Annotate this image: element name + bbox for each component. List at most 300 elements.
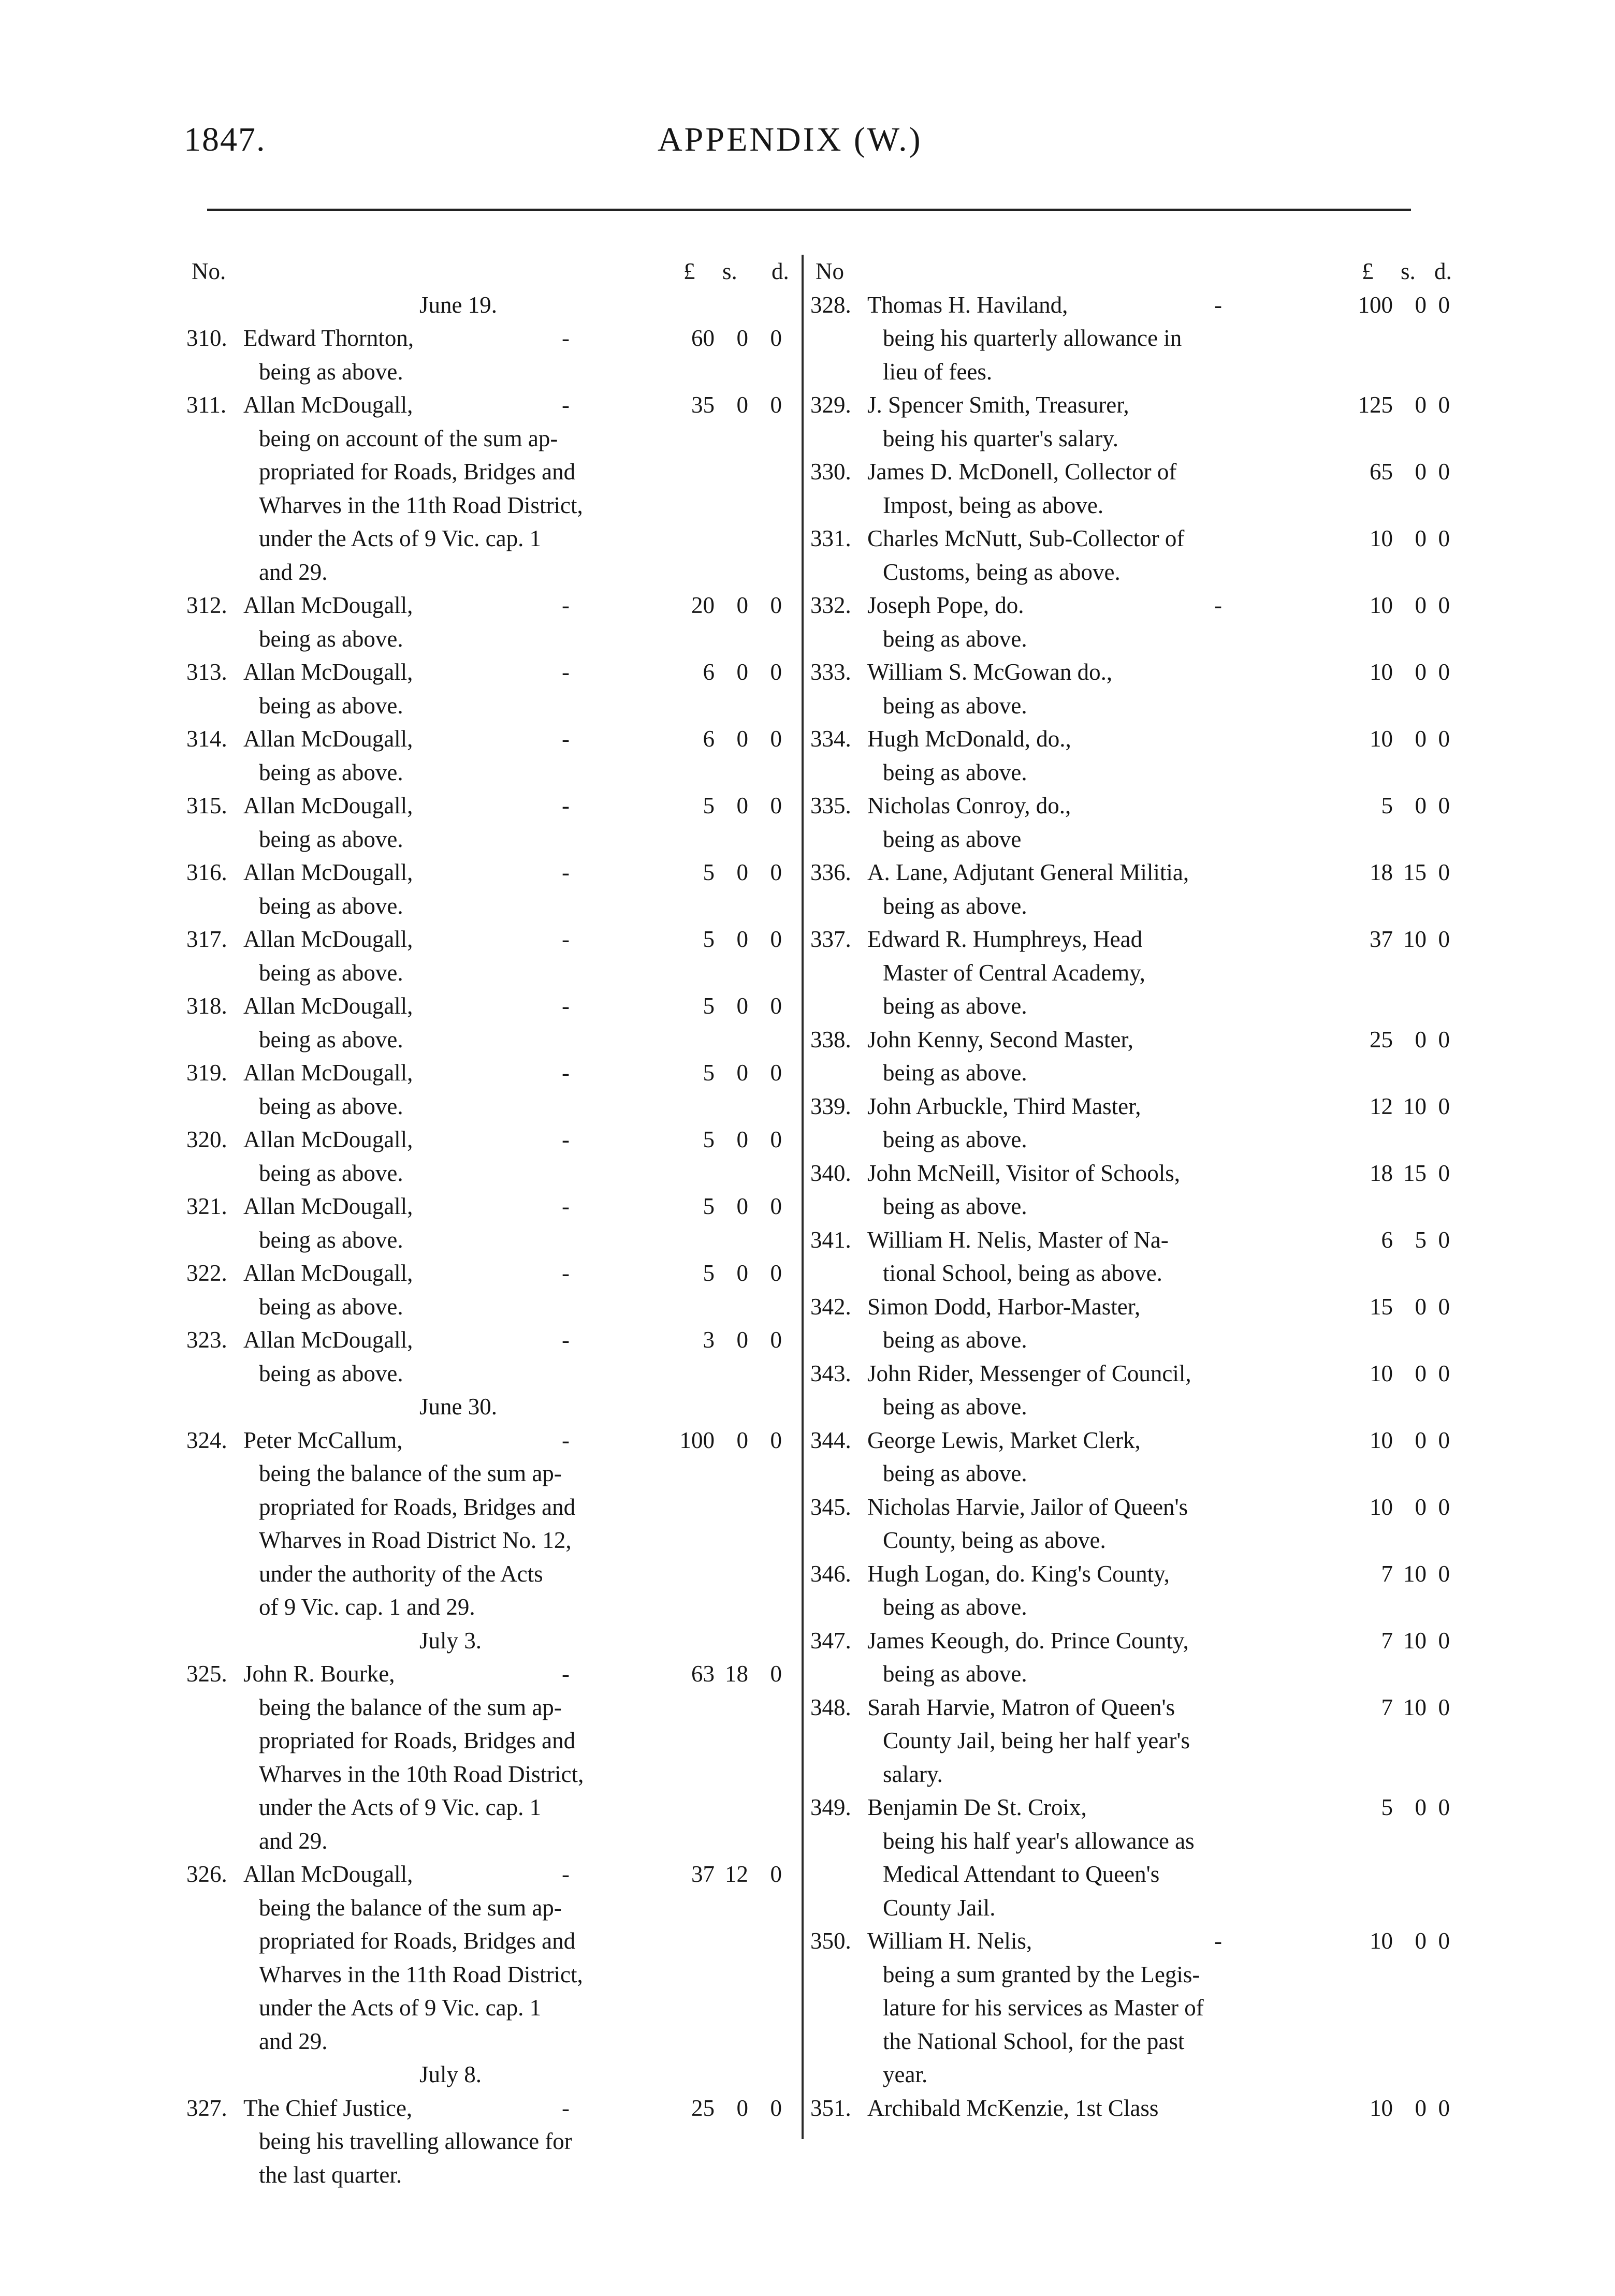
- description-text: Wharves in Road District No. 12,: [259, 1527, 572, 1553]
- payee-name: The Chief Justice,: [243, 2095, 413, 2121]
- payee-name: Allan McDougall,: [243, 1861, 413, 1887]
- amount-shillings: 10: [1403, 1694, 1427, 1720]
- ledger-entry: [155, 1056, 800, 1090]
- payee-name: Archibald McKenzie, 1st Class: [867, 2095, 1159, 2121]
- description-text: being as above.: [883, 692, 1027, 719]
- ledger-entry: [155, 1190, 800, 1223]
- description-text: being as above.: [883, 893, 1027, 919]
- entry-number: 329.: [810, 392, 851, 418]
- amount-shillings: 0: [1415, 726, 1427, 752]
- payee-name: Allan McDougall,: [243, 1060, 413, 1086]
- description-text: and 29.: [259, 559, 328, 585]
- entry-number: 331.: [810, 525, 851, 551]
- payee-name: Allan McDougall,: [243, 1327, 413, 1353]
- amount-shillings: 0: [736, 1127, 748, 1152]
- amount-pounds: 5: [703, 859, 715, 885]
- left-column-header: [155, 255, 800, 288]
- description-text: propriated for Roads, Bridges and: [259, 1728, 576, 1753]
- description-text: lieu of fees.: [883, 358, 993, 385]
- description-text: being as above.: [259, 625, 403, 652]
- column-divider: [802, 255, 804, 2139]
- payee-name: James D. McDonell, Collector of: [867, 459, 1177, 485]
- entry-description: [155, 1223, 800, 1257]
- leader-dash: -: [562, 1127, 570, 1152]
- entry-number: 342.: [810, 1293, 851, 1320]
- entry-number: 316.: [186, 859, 227, 885]
- amount-pounds: 5: [703, 1260, 715, 1286]
- amount-shillings: 0: [1415, 2095, 1427, 2121]
- ledger-entry: [805, 1090, 1452, 1123]
- entry-description: [805, 1323, 1452, 1357]
- amount-pence: 0: [1438, 392, 1450, 418]
- amount-pounds: 10: [1370, 592, 1393, 618]
- description-text: being on account of the sum ap-: [259, 425, 558, 451]
- amount-pence: 0: [770, 2095, 782, 2121]
- payee-name: Allan McDougall,: [243, 726, 413, 752]
- amount-shillings: 15: [1403, 1160, 1427, 1186]
- amount-shillings: 0: [1415, 793, 1427, 818]
- payee-name: Allan McDougall,: [243, 993, 413, 1019]
- entry-number: 347.: [810, 1627, 851, 1654]
- entry-description: [155, 455, 800, 489]
- description-text: Customs, being as above.: [883, 559, 1121, 585]
- payee-name: William H. Nelis, Master of Na-: [867, 1226, 1169, 1253]
- payee-name: John Arbuckle, Third Master,: [867, 1093, 1141, 1119]
- entry-description: [805, 622, 1452, 656]
- entry-number: 341.: [810, 1226, 851, 1253]
- entry-number: 335.: [810, 793, 851, 818]
- entry-description: [155, 1524, 800, 1557]
- description-text: being as above.: [259, 1226, 403, 1253]
- amount-pence: 0: [1438, 592, 1450, 618]
- description-text: being a sum granted by the Legis-: [883, 1961, 1200, 1987]
- entry-description: [805, 889, 1452, 923]
- payee-name: Allan McDougall,: [243, 1193, 413, 1219]
- description-text: being the balance of the sum ap-: [259, 1694, 562, 1720]
- ledger-entry: [155, 1657, 800, 1691]
- amount-pounds: 7: [1381, 1627, 1393, 1654]
- payee-name: Allan McDougall,: [243, 859, 413, 885]
- amount-pence: 0: [1438, 291, 1450, 318]
- date-text: June 30.: [419, 1394, 497, 1420]
- ledger-entry: [805, 589, 1452, 622]
- entry-description: [805, 422, 1452, 456]
- entry-description: [155, 1691, 800, 1724]
- description-text: and 29.: [259, 1827, 328, 1854]
- ledger-entry: [805, 789, 1452, 823]
- ledger-entry: [805, 722, 1452, 756]
- amount-shillings: 0: [736, 726, 748, 752]
- entry-number: 323.: [186, 1327, 227, 1353]
- entry-description: [155, 823, 800, 856]
- amount-shillings: 0: [736, 1193, 748, 1219]
- amount-pounds: 10: [1370, 726, 1393, 752]
- payee-name: Edward R. Humphreys, Head: [867, 926, 1143, 952]
- description-text: County Jail.: [883, 1894, 996, 1921]
- amount-pence: 0: [1438, 459, 1450, 485]
- payee-name: Sarah Harvie, Matron of Queen's: [867, 1694, 1175, 1720]
- payee-name: John R. Bourke,: [243, 1661, 395, 1687]
- amount-shillings: 0: [1415, 592, 1427, 618]
- entry-description: [155, 1457, 800, 1490]
- payee-name: George Lewis, Market Clerk,: [867, 1427, 1141, 1453]
- amount-pence: 0: [770, 1193, 782, 1219]
- payee-name: Hugh McDonald, do.,: [867, 726, 1071, 752]
- amount-pence: 0: [1438, 1093, 1450, 1119]
- description-text: being as above.: [259, 1293, 403, 1320]
- amount-shillings: 0: [1415, 659, 1427, 685]
- amount-shillings: 0: [1415, 1026, 1427, 1052]
- amount-shillings: 0: [1415, 291, 1427, 318]
- payee-name: Allan McDougall,: [243, 659, 413, 685]
- entry-number: 343.: [810, 1360, 851, 1386]
- page-year: 1847.: [184, 121, 266, 158]
- amount-pounds: 7: [1381, 1560, 1393, 1587]
- ledger-entry: [805, 1924, 1452, 1958]
- amount-pence: 0: [770, 993, 782, 1019]
- description-text: tional School, being as above.: [883, 1260, 1162, 1286]
- entry-description: [155, 1023, 800, 1057]
- entry-description: [155, 1157, 800, 1190]
- amount-pence: 0: [1438, 1494, 1450, 1520]
- entry-description: [155, 1991, 800, 2025]
- entry-description: [805, 1056, 1452, 1090]
- ledger-entry: [805, 455, 1452, 489]
- entry-number: 325.: [186, 1661, 227, 1687]
- entry-description: [805, 1524, 1452, 1557]
- amount-pounds: 6: [703, 726, 715, 752]
- payee-name: Allan McDougall,: [243, 793, 413, 818]
- amount-shillings: 10: [1403, 1093, 1427, 1119]
- amount-pounds: 18: [1370, 1160, 1393, 1186]
- payee-name: Simon Dodd, Harbor-Master,: [867, 1293, 1141, 1320]
- payee-name: Nicholas Harvie, Jailor of Queen's: [867, 1494, 1188, 1520]
- amount-pence: 0: [770, 1260, 782, 1286]
- entry-description: [805, 555, 1452, 589]
- payee-name: Nicholas Conroy, do.,: [867, 793, 1071, 818]
- payee-name: Allan McDougall,: [243, 1127, 413, 1152]
- leader-dash: -: [1214, 291, 1222, 318]
- date-heading: [155, 1624, 800, 1658]
- ledger-entry: [155, 1256, 800, 1290]
- entry-description: [155, 422, 800, 456]
- entry-description: [805, 823, 1452, 856]
- amount-pence: 0: [1438, 2095, 1450, 2121]
- no-header: No.: [192, 258, 226, 284]
- entry-description: [805, 1457, 1452, 1490]
- amount-pounds: 10: [1370, 2095, 1393, 2121]
- ledger-entry: [805, 1624, 1452, 1658]
- payee-name: Allan McDougall,: [243, 926, 413, 952]
- amount-shillings: 0: [736, 926, 748, 952]
- entry-description: [155, 956, 800, 990]
- payee-name: Charles McNutt, Sub-Collector of: [867, 525, 1185, 551]
- amount-pounds: 5: [703, 1193, 715, 1219]
- entry-number: 348.: [810, 1694, 851, 1720]
- ledger-entry: [155, 321, 800, 355]
- amount-pence: 0: [1438, 1928, 1450, 1954]
- ledger-entry: [805, 1290, 1452, 1324]
- entry-number: 330.: [810, 459, 851, 485]
- page-title: APPENDIX (W.): [658, 121, 923, 158]
- entry-description: [155, 689, 800, 723]
- entry-description: [805, 2058, 1452, 2092]
- amount-pence: 0: [770, 1127, 782, 1152]
- entry-number: 346.: [810, 1560, 851, 1587]
- amount-pounds: 37: [691, 1861, 715, 1887]
- description-text: under the Acts of 9 Vic. cap. 1: [259, 1995, 542, 2021]
- amount-shillings: 0: [1415, 1794, 1427, 1820]
- amount-shillings: 0: [1415, 525, 1427, 551]
- description-text: being as above.: [259, 1093, 403, 1119]
- entry-description: [805, 1958, 1452, 1992]
- entry-description: [155, 622, 800, 656]
- entry-number: 332.: [810, 592, 851, 618]
- pence-header: d.: [1434, 258, 1452, 284]
- ledger-entry: [805, 1490, 1452, 1524]
- entry-description: [155, 889, 800, 923]
- amount-shillings: 0: [736, 392, 748, 418]
- header-rule: [207, 209, 1411, 211]
- amount-shillings: 10: [1403, 926, 1427, 952]
- amount-shillings: 18: [725, 1661, 748, 1687]
- entry-description: [155, 522, 800, 555]
- ledger-entry: [155, 589, 800, 622]
- amount-pounds: 6: [1381, 1226, 1393, 1253]
- description-text: propriated for Roads, Bridges and: [259, 459, 576, 485]
- payee-name: John McNeill, Visitor of Schools,: [867, 1160, 1180, 1186]
- entry-number: 338.: [810, 1026, 851, 1052]
- amount-pence: 0: [1438, 1794, 1450, 1820]
- leader-dash: -: [562, 1193, 570, 1219]
- amount-shillings: 0: [1415, 1360, 1427, 1386]
- payee-name: Peter McCallum,: [243, 1427, 403, 1453]
- pence-header: d.: [772, 258, 789, 284]
- amount-shillings: 0: [1415, 392, 1427, 418]
- amount-pounds: 10: [1370, 1360, 1393, 1386]
- description-text: of 9 Vic. cap. 1 and 29.: [259, 1594, 475, 1620]
- amount-pounds: 7: [1381, 1694, 1393, 1720]
- description-text: year.: [883, 2061, 928, 2087]
- description-text: lature for his services as Master of: [883, 1995, 1204, 2021]
- amount-pence: 0: [1438, 1627, 1450, 1654]
- description-text: propriated for Roads, Bridges and: [259, 1928, 576, 1954]
- ledger-entry: [155, 923, 800, 956]
- description-text: being as above.: [883, 625, 1027, 652]
- leader-dash: -: [562, 726, 570, 752]
- payee-name: Edward Thornton,: [243, 325, 414, 351]
- payee-name: J. Spencer Smith, Treasurer,: [867, 392, 1129, 418]
- ledger-entry: [805, 1023, 1452, 1057]
- description-text: being as above.: [259, 358, 403, 385]
- entry-number: 328.: [810, 291, 851, 318]
- ledger-entry: [805, 923, 1452, 956]
- amount-shillings: 0: [736, 1060, 748, 1086]
- amount-pence: 0: [1438, 859, 1450, 885]
- entry-description: [155, 2158, 800, 2192]
- payee-name: Benjamin De St. Croix,: [867, 1794, 1087, 1820]
- ledger-entry: [155, 2092, 800, 2125]
- description-text: being as above.: [259, 759, 403, 785]
- leader-dash: -: [562, 592, 570, 618]
- entry-description: [155, 1891, 800, 1925]
- amount-shillings: 0: [736, 2095, 748, 2121]
- amount-shillings: 0: [736, 859, 748, 885]
- leader-dash: -: [562, 859, 570, 885]
- entry-number: 317.: [186, 926, 227, 952]
- entry-description: [805, 989, 1452, 1023]
- amount-pounds: 10: [1370, 525, 1393, 551]
- amount-shillings: 10: [1403, 1627, 1427, 1654]
- amount-pence: 0: [770, 392, 782, 418]
- payee-name: A. Lane, Adjutant General Militia,: [867, 859, 1189, 885]
- amount-pounds: 100: [679, 1427, 715, 1453]
- amount-pence: 0: [1438, 1293, 1450, 1320]
- description-text: being as above.: [259, 1160, 403, 1186]
- ledger-entry: [805, 1223, 1452, 1257]
- amount-shillings: 0: [1415, 459, 1427, 485]
- amount-pence: 0: [1438, 659, 1450, 685]
- description-text: being as above.: [883, 1594, 1027, 1620]
- amount-shillings: 12: [725, 1861, 748, 1887]
- description-text: being as above.: [883, 993, 1027, 1019]
- amount-shillings: 0: [1415, 1494, 1427, 1520]
- entry-number: 349.: [810, 1794, 851, 1820]
- entry-description: [805, 1123, 1452, 1157]
- entry-description: [155, 1824, 800, 1858]
- entry-description: [155, 1090, 800, 1123]
- description-text: County Jail, being her half year's: [883, 1728, 1190, 1753]
- amount-pence: 0: [1438, 525, 1450, 551]
- entry-number: 333.: [810, 659, 851, 685]
- payee-name: Allan McDougall,: [243, 1260, 413, 1286]
- entry-number: 339.: [810, 1093, 851, 1119]
- description-text: being as above.: [259, 959, 403, 986]
- description-text: being as above.: [259, 826, 403, 852]
- description-text: under the Acts of 9 Vic. cap. 1: [259, 1794, 542, 1820]
- description-text: being his quarter's salary.: [883, 425, 1119, 451]
- amount-pounds: 5: [703, 793, 715, 818]
- amount-pounds: 10: [1370, 1928, 1393, 1954]
- description-text: and 29.: [259, 2028, 328, 2054]
- description-text: being as above.: [883, 1460, 1027, 1486]
- amount-shillings: 0: [736, 1327, 748, 1353]
- leader-dash: -: [562, 2095, 570, 2121]
- entry-description: [805, 1758, 1452, 1791]
- entry-description: [155, 555, 800, 589]
- amount-pence: 0: [1438, 726, 1450, 752]
- ledger-entry: [155, 856, 800, 889]
- amount-pence: 0: [770, 325, 782, 351]
- date-heading: [155, 2058, 800, 2092]
- entry-description: [805, 355, 1452, 389]
- amount-pence: 0: [1438, 1360, 1450, 1386]
- entry-description: [805, 1991, 1452, 2025]
- entry-description: [805, 1590, 1452, 1624]
- amount-pounds: 5: [703, 1127, 715, 1152]
- entry-number: 327.: [186, 2095, 227, 2121]
- description-text: being as above.: [259, 1360, 403, 1386]
- ledger-entry: [805, 288, 1452, 322]
- amount-pence: 0: [1438, 1560, 1450, 1587]
- amount-pounds: 125: [1358, 392, 1393, 418]
- payee-name: Allan McDougall,: [243, 592, 413, 618]
- payee-name: Thomas H. Haviland,: [867, 291, 1068, 318]
- entry-description: [155, 1958, 800, 1992]
- entry-description: [155, 1724, 800, 1758]
- entry-number: 351.: [810, 2095, 851, 2121]
- amount-pence: 0: [1438, 1694, 1450, 1720]
- description-text: Medical Attendant to Queen's: [883, 1861, 1160, 1887]
- amount-pounds: 3: [703, 1327, 715, 1353]
- amount-shillings: 0: [736, 659, 748, 685]
- shillings-header: s.: [1401, 258, 1416, 284]
- leader-dash: -: [562, 1260, 570, 1286]
- description-text: being as above.: [883, 1394, 1027, 1420]
- amount-shillings: 0: [736, 1260, 748, 1286]
- amount-pence: 0: [770, 1327, 782, 1353]
- amount-pence: 0: [770, 793, 782, 818]
- amount-pounds: 5: [703, 993, 715, 1019]
- description-text: Impost, being as above.: [883, 492, 1104, 518]
- amount-pounds: 25: [691, 2095, 715, 2121]
- amount-pounds: 20: [691, 592, 715, 618]
- description-text: County, being as above.: [883, 1527, 1106, 1553]
- description-text: being as above.: [883, 1327, 1027, 1353]
- ledger-entry: [155, 388, 800, 422]
- entry-description: [155, 355, 800, 389]
- amount-shillings: 10: [1403, 1560, 1427, 1587]
- entry-description: [805, 489, 1452, 522]
- ledger-entry: [155, 1424, 800, 1457]
- payee-name: Joseph Pope, do.: [867, 592, 1024, 618]
- description-text: the last quarter.: [259, 2161, 402, 2188]
- ledger-entry: [155, 989, 800, 1023]
- leader-dash: -: [1214, 592, 1222, 618]
- no-header: No: [816, 258, 844, 284]
- amount-pence: 0: [1438, 1427, 1450, 1453]
- amount-shillings: 15: [1403, 859, 1427, 885]
- entry-description: [805, 1724, 1452, 1758]
- description-text: being the balance of the sum ap-: [259, 1894, 562, 1921]
- ledger-entry: [805, 1791, 1452, 1824]
- amount-pence: 0: [770, 659, 782, 685]
- payee-name: William H. Nelis,: [867, 1928, 1032, 1954]
- entry-description: [155, 1290, 800, 1324]
- amount-pounds: 10: [1370, 1427, 1393, 1453]
- entry-description: [805, 1256, 1452, 1290]
- entry-number: 326.: [186, 1861, 227, 1887]
- description-text: under the authority of the Acts: [259, 1560, 543, 1587]
- description-text: Wharves in the 11th Road District,: [259, 1961, 583, 1987]
- ledger-entry: [805, 1157, 1452, 1190]
- description-text: being as above.: [883, 1193, 1027, 1219]
- amount-pounds: 12: [1370, 1093, 1393, 1119]
- entry-number: 337.: [810, 926, 851, 952]
- amount-pence: 0: [770, 592, 782, 618]
- entry-number: 311.: [186, 392, 227, 418]
- entry-description: [805, 1390, 1452, 1424]
- ledger-entry: [155, 722, 800, 756]
- left-column: [155, 255, 800, 2191]
- entry-description: [805, 1824, 1452, 1858]
- entry-number: 318.: [186, 993, 227, 1019]
- entry-number: 321.: [186, 1193, 227, 1219]
- description-text: Wharves in the 11th Road District,: [259, 492, 583, 518]
- amount-pounds: 25: [1370, 1026, 1393, 1052]
- description-text: being as above.: [883, 1661, 1027, 1687]
- pounds-header: £: [683, 258, 695, 284]
